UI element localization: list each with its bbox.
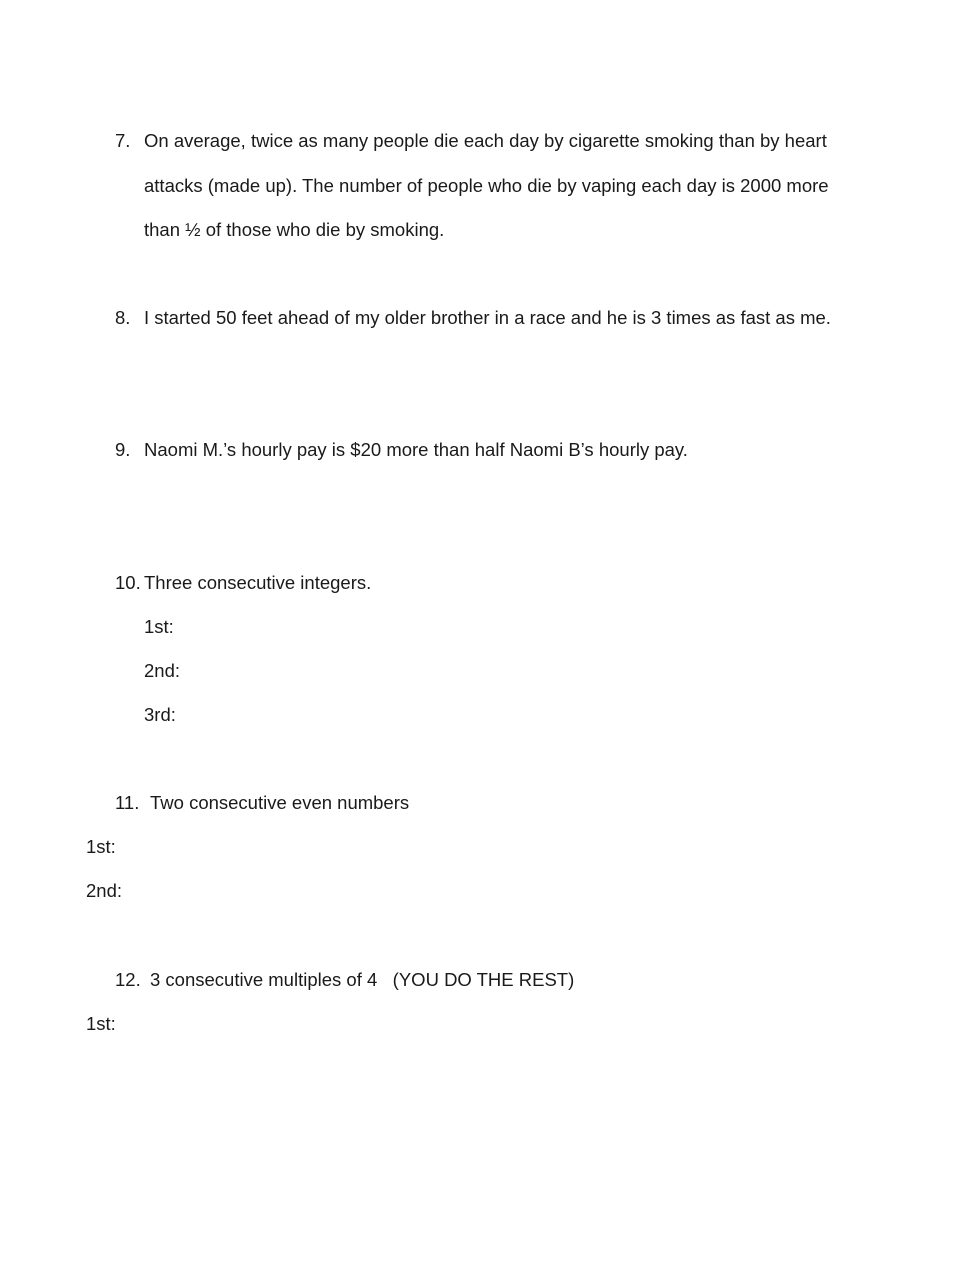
problem-10-label-3rd: 3rd:: [144, 704, 176, 725]
problem-11-line-1: Two consecutive even numbers: [150, 792, 410, 813]
problem-7-line-2: attacks (made up). The number of people who die by vaping each day is 2000 more: [144, 175, 829, 196]
problem-10-label-2nd: 2nd:: [144, 660, 181, 681]
problem-12-label-1st: 1st:: [86, 1013, 116, 1034]
problem-10-line-1: Three consecutive integers.: [144, 572, 372, 593]
problem-7-line-1: On average, twice as many people die each day by cigarette smoking than by heart: [144, 130, 827, 151]
problem-9-line-1: Naomi M.’s hourly pay is $20 more than half Naomi B’s hourly pay.: [144, 439, 688, 460]
problem-12-line-1: 3 consecutive multiples of 4 (YOU DO THE REST): [150, 969, 575, 990]
problem-12-number: 12.: [115, 969, 141, 990]
problem-10-label-1st: 1st:: [144, 616, 174, 637]
problem-10-number: 10.: [115, 572, 141, 593]
problem-8-line-1: I started 50 feet ahead of my older brother in a race and he is 3 times as fast as me.: [144, 307, 831, 328]
problem-7-number: 7.: [115, 130, 131, 151]
problem-7-line-3: than ½ of those who die by smoking.: [144, 219, 445, 240]
problem-9-number: 9.: [115, 439, 131, 460]
problem-11-label-1st: 1st:: [86, 836, 116, 857]
problem-8-number: 8.: [115, 307, 131, 328]
problem-11-label-2nd: 2nd:: [86, 880, 123, 901]
problem-11-number: 11.: [115, 792, 140, 813]
